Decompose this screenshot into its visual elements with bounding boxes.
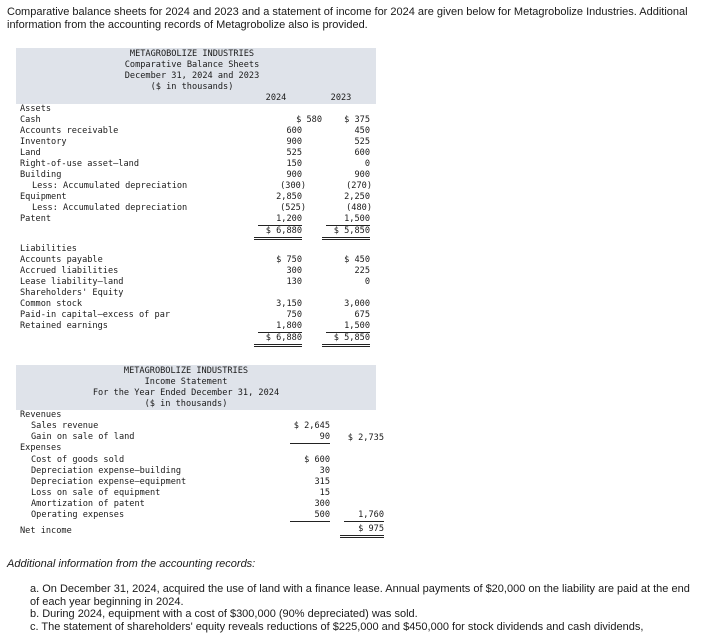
asset-label: Cash [20, 115, 41, 126]
le-total-2023: $ 5,850 [322, 333, 370, 347]
expense-amount: 300 [314, 499, 330, 510]
equity-label: Paid-in capital—excess of par [20, 310, 170, 321]
liability-label: Lease liability—land [20, 277, 123, 288]
asset-2024: 600 [286, 126, 302, 137]
expense-label: Depreciation expense—building [31, 466, 181, 477]
equity-label: Common stock [20, 299, 82, 310]
assets-total-2023: $ 5,850 [322, 226, 370, 240]
asset-2024: 900 [286, 137, 302, 148]
asset-label: Less: Accumulated depreciation [32, 181, 187, 192]
asset-2023: $ 375 [344, 115, 370, 126]
income-statement-body [16, 410, 376, 540]
net-income-amount: $ 975 [340, 524, 384, 538]
liability-label: Accounts payable [20, 255, 103, 266]
asset-label: Patent [20, 214, 51, 225]
revenue-amount: 90 [290, 432, 330, 444]
liability-2024: $ 750 [276, 255, 302, 266]
assets-total-2024: $ 6,880 [254, 226, 302, 240]
asset-2023: 525 [354, 137, 370, 148]
revenue-amount: $ 2,645 [294, 421, 330, 432]
assets-heading: Assets [20, 104, 51, 115]
bs-title: Comparative Balance Sheets [16, 60, 368, 71]
equity-2023: 675 [354, 310, 370, 321]
asset-2023: 0 [365, 159, 370, 170]
expenses-heading: Expenses [20, 443, 61, 454]
liability-2023: 225 [354, 266, 370, 277]
equity-2023: 1,500 [326, 321, 370, 333]
asset-2023: 600 [354, 148, 370, 159]
expense-amount: $ 600 [304, 455, 330, 466]
equity-2023: 3,000 [344, 299, 370, 310]
asset-2023: 1,500 [326, 214, 370, 226]
expense-label: Loss on sale of equipment [31, 488, 160, 499]
asset-2023: (270) [346, 181, 372, 192]
intro-text: Comparative balance sheets for 2024 and 2023 and a statement of income for 2024 are given below for Metagrobolize Industries. Additional information from the accounting records of Metagrobolize also is provided. [7, 6, 697, 32]
is-period: For the Year Ended December 31, 2024 [16, 388, 356, 399]
expense-amount: 15 [320, 488, 330, 499]
expense-amount: 30 [320, 466, 330, 477]
liability-2023: 0 [365, 277, 370, 288]
equity-2024: 3,150 [276, 299, 302, 310]
asset-2023: 2,250 [344, 192, 370, 203]
bs-company: METAGROBOLIZE INDUSTRIES [16, 49, 368, 60]
revenue-label: Gain on sale of land [31, 432, 134, 443]
asset-2024: 525 [286, 148, 302, 159]
liability-2024: 130 [286, 277, 302, 288]
asset-2024: 2,850 [276, 192, 302, 203]
equity-2024: 750 [286, 310, 302, 321]
expense-label: Cost of goods sold [31, 455, 124, 466]
expense-label: Amortization of patent [31, 499, 145, 510]
asset-2023: 900 [354, 170, 370, 181]
equity-label: Retained earnings [20, 321, 108, 332]
equity-heading: Shareholders' Equity [20, 288, 123, 299]
expense-label: Operating expenses [31, 510, 124, 521]
asset-2023: 450 [354, 126, 370, 137]
is-company: METAGROBOLIZE INDUSTRIES [16, 366, 356, 377]
note-a: a. On December 31, 2024, acquired the use of land with a finance lease. Annual payments of $20,000 on the liability are paid at the end of each year beginning in 2024. [30, 583, 698, 608]
note-c: c. The statement of shareholders' equity reveals reductions of $225,000 and $450,000 for stock dividends and cash dividends, [30, 621, 698, 633]
asset-label: Less: Accumulated depreciation [32, 203, 187, 214]
asset-2023: (480) [346, 203, 372, 214]
asset-2024: 900 [286, 170, 302, 181]
col-2023: 2023 [321, 93, 361, 104]
expense-label: Depreciation expense—equipment [31, 477, 186, 488]
asset-2024: (300) [280, 181, 306, 192]
liability-label: Accrued liabilities [20, 266, 118, 277]
asset-2024: 150 [286, 159, 302, 170]
asset-label: Accounts receivable [20, 126, 118, 137]
revenue-label: Sales revenue [31, 421, 98, 432]
expense-amount: 315 [314, 477, 330, 488]
additional-notes [30, 583, 698, 633]
net-income-label: Net income [20, 526, 72, 537]
note-b: b. During 2024, equipment with a cost of $300,000 (90% depreciated) was sold. [30, 608, 698, 621]
liability-2023: $ 450 [344, 255, 370, 266]
additional-info-heading: Additional information from the accounting records: [7, 558, 255, 570]
liability-2024: 300 [286, 266, 302, 277]
le-total-2024: $ 6,880 [254, 333, 302, 347]
revenues-total: $ 2,735 [348, 433, 384, 444]
asset-2024: $ 580 [296, 115, 322, 126]
asset-label: Building [20, 170, 61, 181]
bs-date: December 31, 2024 and 2023 [16, 71, 368, 82]
liabilities-heading: Liabilities [20, 244, 77, 255]
revenues-heading: Revenues [20, 410, 61, 421]
col-2024: 2024 [256, 93, 296, 104]
asset-label: Equipment [20, 192, 67, 203]
asset-label: Land [20, 148, 41, 159]
bs-units: ($ in thousands) [16, 82, 368, 93]
balance-sheet-body [16, 104, 376, 354]
asset-2024: (525) [280, 203, 306, 214]
asset-label: Inventory [20, 137, 67, 148]
income-statement-header [16, 365, 376, 411]
balance-sheet-header [16, 48, 376, 104]
asset-2024: 1,200 [258, 214, 302, 226]
asset-label: Right-of-use asset—land [20, 159, 139, 170]
is-units: ($ in thousands) [16, 399, 356, 410]
expenses-total: 1,760 [344, 510, 384, 522]
expense-amount: 500 [290, 510, 330, 522]
equity-2024: 1,800 [258, 321, 302, 333]
is-title: Income Statement [16, 377, 356, 388]
